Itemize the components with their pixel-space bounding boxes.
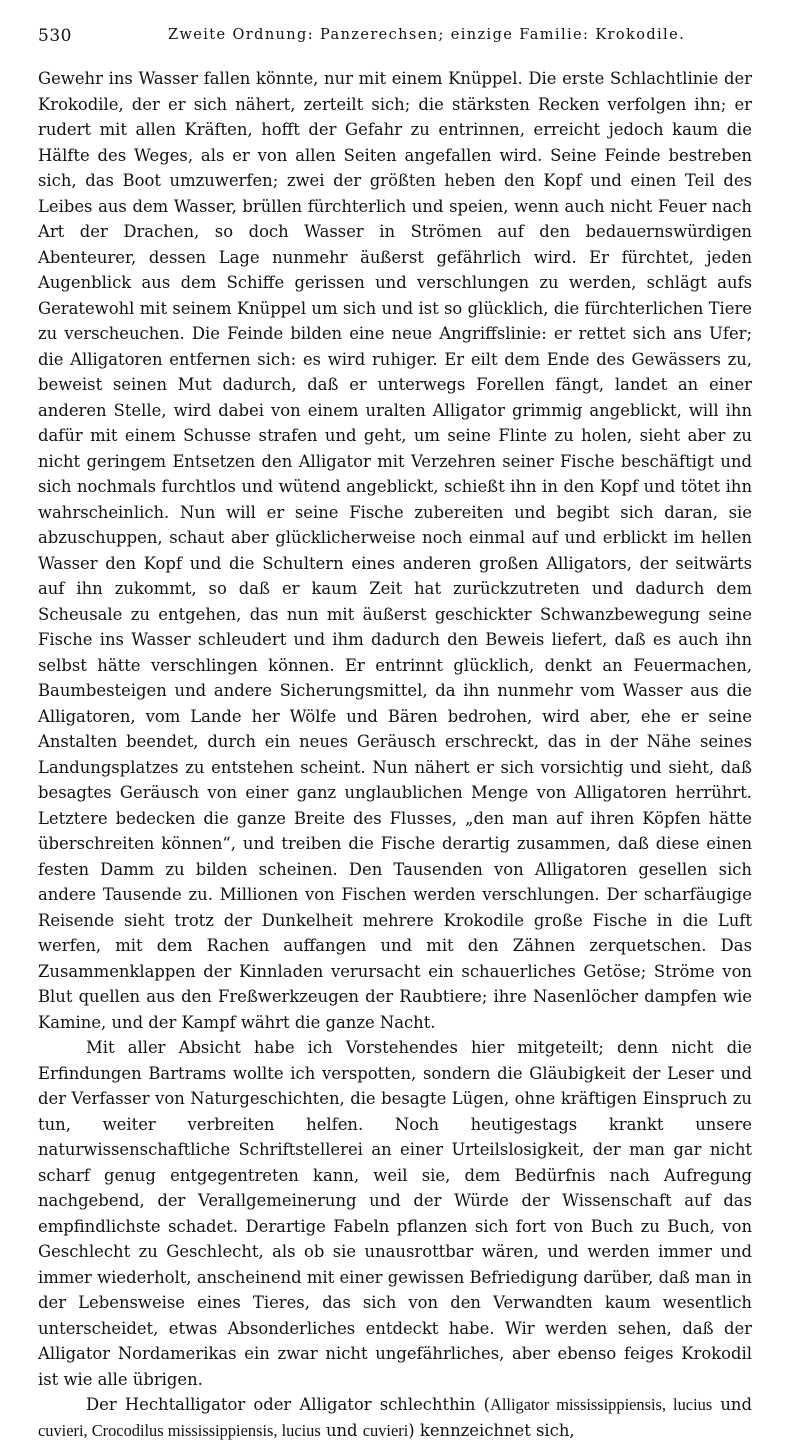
page-header [38,26,752,56]
paragraph-3-middle: und [712,1395,752,1414]
book-page [38,26,752,1443]
paragraph-3 [38,1392,752,1443]
paragraph-2: Mit aller Absicht habe ich Vorstehendes hier mitgeteilt; denn nicht die Erfindungen Bartrams wollte ich verspotten, sondern die Gläubigkeit der Leser und der Verfasser von Naturgeschichten, die besagte Lügen, ohne kräftigen Einspruch zu tun, weiter verbreiten helfen. Noch heutigestags krankt unsere naturwissenschaftliche Schriftstellerei an einer Urteilslosigkeit, der man gar nicht scharf genug entgegentreten kann, weil sie, dem Bedürfnis nach Aufregung nachgebend, der Verallgemeinerung und der Würde der Wissenschaft auf das empfindlichste schadet. Derartige Fabeln pflanzen sich fort von Buch zu Buch, von Geschlecht zu Geschlecht, als ob sie unausrottbar wären, und werden immer und immer wiederholt, anscheinend mit einer gewissen Befriedigung darüber, daß man in der Lebensweise eines Tieres, das sich von den Verwandten kaum wesentlich unterscheidet, etwas Absonderliches entdeckt habe. Wir werden sehen, daß der Alligator Nordamerikas ein zwar nicht ungefährliches, aber ebenso feiges Krokodil ist wie alle übrigen. [38,1038,752,1389]
paragraph-3-middle-2: und [320,1420,363,1440]
running-title: Zweite Ordnung: Panzerechsen; einzige Familie: Krokodile. [168,27,686,43]
paragraph-3-tail: ) kennzeichnet sich, [408,1420,575,1440]
latin-name-1: Alligator mississippiensis, lucius [490,1395,713,1414]
page-number: 530 [38,26,72,46]
latin-name-2: cuvieri, Crocodilus mississippiensis, lucius [38,1420,321,1440]
paragraph-3-lead: Der Hechtalligator oder Alligator schlechthin ( [86,1395,491,1414]
body-text [38,66,752,1443]
latin-name-3: cuvieri [362,1420,409,1440]
paragraph-1: Gewehr ins Wasser fallen könnte, nur mit einem Knüppel. Die erste Schlachtlinie der Krokodile, der er sich nähert, zerteilt sich; die stärksten Recken verfolgen ihn; er rudert mit allen Kräften, hofft der Gefahr zu entrinnen, erreicht jedoch kaum die Hälfte des Weges, als er von allen Seiten angefallen wird. Seine Feinde bestreben sich, das Boot umzuwerfen; zwei der größten heben den Kopf und einen Teil des Leibes aus dem Wasser, brüllen fürchterlich und speien, wenn auch nicht Feuer nach Art der Drachen, so doch Wasser in Strömen auf den bedauernswürdigen Abenteurer, dessen Lage nunmehr äußerst gefährlich wird. Er fürchtet, jeden Augenblick aus dem Schiffe gerissen und verschlungen zu werden, schlägt aufs Geratewohl mit seinem Knüppel um sich und ist so glücklich, die fürchterlichen Tiere zu verscheuchen. Die Feinde bilden eine neue Angriffslinie: er rettet sich ans Ufer; die Alligatoren entfernen sich: es wird ruhiger. Er eilt dem Ende des Gewässers zu, beweist seinen Mut dadurch, daß er unterwegs Forellen fängt, landet an einer anderen Stelle, wird dabei von einem uralten Alligator grimmig angeblickt, will ihn dafür mit einem Schusse strafen und geht, um seine Flinte zu holen, sieht aber zu nicht geringem Entsetzen den Alligator mit Verzehren seiner Fische beschäftigt und sich nochmals furchtlos und wütend angeblickt, schießt ihn in den Kopf und tötet ihn wahrscheinlich. Nun will er seine Fische zubereiten und begibt sich daran, sie abzuschuppen, schaut aber glücklicherweise noch einmal auf und erblickt im hellen Wasser den Kopf und die Schultern eines anderen großen Alligators, der seitwärts auf ihn zukommt, so daß er kaum Zeit hat zurückzutreten und dadurch dem Scheusale zu entgehen, das nun mit äußerst geschickter Schwanzbewegung seine Fische ins Wasser schleudert und ihm dadurch den Beweis liefert, daß es auch ihn selbst hätte verschlingen können. Er entrinnt glücklich, denkt an Feuermachen, Baumbesteigen und andere Sicherungsmittel, da ihn nunmehr vom Wasser aus die Alligatoren, vom Lande her Wölfe und Bären bedrohen, wird aber, ehe er seine Anstalten beendet, durch ein neues Geräusch erschreckt, das in der Nähe seines Landungsplatzes zu entstehen scheint. Nun nähert er sich vorsichtig und sieht, daß besagtes Geräusch von einer ganz unglaublichen Menge von Alligatoren herrührt. Letztere bedecken die ganze Breite des Flusses, „den man auf ihren Köpfen hätte überschreiten können“, und treiben die Fische derartig zusammen, daß diese einen festen Damm zu bilden scheinen. Den Tausenden von Alligatoren gesellen sich andere Tausende zu. Millionen von Fischen werden verschlungen. Der scharfäugige Reisende sieht trotz der Dunkelheit mehrere Krokodile große Fische in die Luft werfen, mit dem Rachen auffangen und mit den Zähnen zerquetschen. Das Zusammenklappen der Kinnladen verursacht ein schauerliches Getöse; Ströme von Blut quellen aus den Freßwerkzeugen der Raubtiere; ihre Nasenlöcher dampfen wie Kamine, und der Kampf währt die ganze Nacht. [38,69,752,1032]
